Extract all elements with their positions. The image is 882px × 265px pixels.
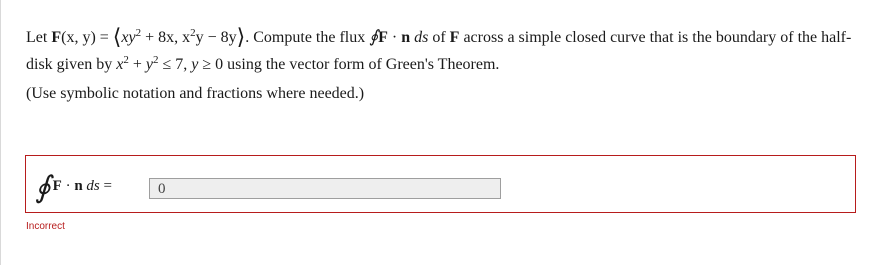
contour-integral-icon: ∮: [369, 27, 379, 46]
question-text: [26, 23, 866, 78]
q-ds: ds: [414, 29, 429, 46]
q-F-symbol: F: [51, 29, 62, 46]
q-y2: y: [145, 56, 153, 73]
q-vector-open: ⟨: [112, 24, 122, 49]
q-n-symbol: n: [401, 29, 411, 46]
q-plus: +: [128, 56, 146, 73]
answer-input[interactable]: 0: [149, 178, 501, 199]
q-text-1: Let: [26, 29, 52, 46]
panel-border: [0, 0, 1, 265]
q-ineq: ≤ 7,: [158, 56, 192, 73]
q-y-var: y: [191, 56, 199, 73]
q-flux-F: F: [378, 29, 388, 46]
answer-ds: ds: [86, 178, 100, 194]
q-x2-exp: 2: [123, 54, 129, 66]
q-vector-close: ⟩: [236, 24, 246, 49]
q-dot: ·: [387, 29, 402, 46]
q-text-4: across a simple closed curve that is the boundary of the half-disk given by: [26, 29, 852, 73]
instruction-note: (Use symbolic notation and fractions where needed.): [26, 85, 365, 102]
q-comp1-exp: 2: [135, 27, 142, 39]
q-comp1-rest: + 8x, x: [141, 29, 191, 46]
answer-n: n: [74, 178, 83, 194]
answer-dot: ·: [61, 178, 75, 194]
q-text-2: . Compute the flux: [245, 29, 370, 46]
answer-box: [25, 155, 856, 213]
answer-equals: =: [99, 178, 112, 194]
q-text-3: of: [428, 29, 450, 46]
contour-integral-icon: ∮: [35, 171, 51, 204]
q-x2: x: [116, 56, 124, 73]
answer-F: F: [52, 178, 62, 194]
q-F-again: F: [449, 29, 460, 46]
answer-label: [35, 170, 112, 205]
q-comp2-exp: 2: [190, 27, 196, 39]
q-y2-exp: 2: [152, 54, 159, 66]
status-incorrect: Incorrect: [26, 221, 65, 232]
q-args: (x, y) =: [61, 29, 113, 46]
q-comp1: xy: [121, 29, 136, 46]
q-ineq2: ≥ 0 using the vector form of Green's Theorem.: [198, 56, 500, 73]
q-comp2-rest: y − 8y: [195, 29, 237, 46]
